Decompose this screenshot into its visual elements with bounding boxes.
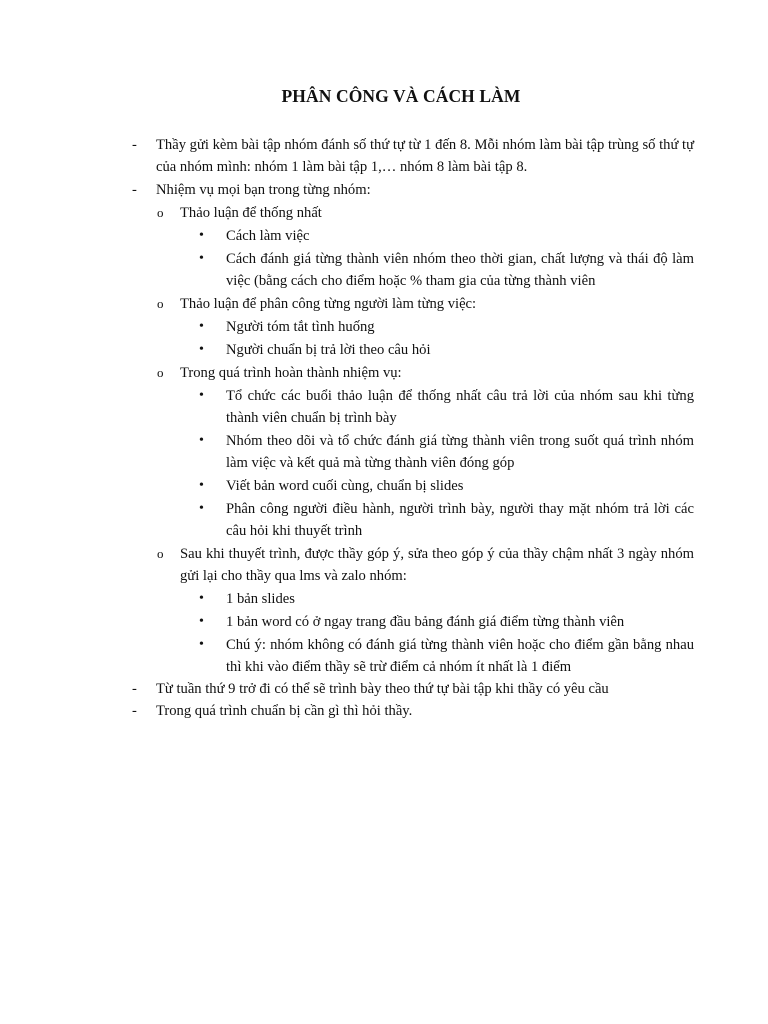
- bullet-marker: •: [199, 388, 204, 403]
- bullet-item: [0, 475, 694, 497]
- dash-marker: -: [132, 703, 137, 719]
- item-text: Sau khi thuyết trình, được thầy góp ý, sửa theo góp ý của thầy chậm nhất 3 ngày nhóm gửi lại cho thầy qua lms và zalo nhóm:: [180, 546, 694, 584]
- task-list: [0, 134, 768, 722]
- circle-marker: o: [157, 365, 164, 380]
- item-text: Phân công người điều hành, người trình bày, người thay mặt nhóm trả lời các câu hỏi khi thuyết trình: [226, 501, 694, 539]
- item-text: Nhóm theo dõi và tổ chức đánh giá từng thành viên trong suốt quá trình nhóm làm việc và kết quả mà từng thành viên đóng góp: [226, 433, 694, 471]
- bullet-item: [0, 498, 694, 542]
- item-text: Thầy gửi kèm bài tập nhóm đánh số thứ tự từ 1 đến 8. Mỗi nhóm làm bài tập trùng số thứ tự của nhóm mình: nhóm 1 làm bài tập 1,… nhóm 8 làm bài tập 8.: [156, 137, 694, 175]
- item-text: Tổ chức các buổi thảo luận để thống nhất câu trả lời của nhóm sau khi từng thành viên chuẩn bị trình bày: [226, 388, 694, 426]
- bullet-marker: •: [199, 319, 204, 334]
- bullet-item: [0, 634, 694, 678]
- bullet-marker: •: [199, 614, 204, 629]
- sub-item: [0, 202, 694, 224]
- bullet-item: [0, 385, 694, 429]
- bullet-marker: •: [199, 228, 204, 243]
- circle-marker: o: [157, 296, 164, 311]
- bullet-marker: •: [199, 251, 204, 266]
- item-text: Cách đánh giá từng thành viên nhóm theo thời gian, chất lượng và thái độ làm việc (bằng cách cho điểm hoặc % tham gia của từng thành viên: [226, 251, 694, 289]
- bullet-item: [0, 225, 694, 247]
- list-item: [0, 700, 694, 722]
- list-item: [0, 678, 694, 700]
- sub-item: [0, 362, 694, 384]
- item-text: Từ tuần thứ 9 trở đi có thể sẽ trình bày theo thứ tự bài tập khi thầy có yêu cầu: [156, 681, 609, 697]
- list-item: [0, 134, 694, 178]
- item-text: Chú ý: nhóm không có đánh giá từng thành viên hoặc cho điểm gần bằng nhau thì khi vào điểm thầy sẽ trừ điểm cả nhóm ít nhất là 1 điểm: [226, 637, 694, 675]
- item-text: 1 bản word có ở ngay trang đầu bảng đánh giá điểm từng thành viên: [226, 614, 625, 630]
- bullet-marker: •: [199, 501, 204, 516]
- sub-item: [0, 293, 694, 315]
- bullet-item: [0, 588, 694, 610]
- sub-item: [0, 543, 694, 587]
- list-item: [0, 179, 694, 201]
- dash-marker: -: [132, 182, 137, 198]
- bullet-item: [0, 339, 694, 361]
- bullet-item: [0, 316, 694, 338]
- circle-marker: o: [157, 546, 164, 561]
- bullet-item: [0, 611, 694, 633]
- item-text: Viết bản word cuối cùng, chuẩn bị slides: [226, 478, 464, 494]
- item-text: Người chuẩn bị trả lời theo câu hỏi: [226, 342, 431, 358]
- bullet-marker: •: [199, 342, 204, 357]
- bullet-item: [0, 430, 694, 474]
- item-text: Trong quá trình hoàn thành nhiệm vụ:: [180, 365, 402, 381]
- circle-marker: o: [157, 205, 164, 220]
- item-text: Nhiệm vụ mọi bạn trong từng nhóm:: [156, 182, 371, 198]
- item-text: 1 bản slides: [226, 591, 295, 607]
- dash-marker: -: [132, 137, 137, 153]
- bullet-marker: •: [199, 478, 204, 493]
- bullet-marker: •: [199, 591, 204, 606]
- bullet-item: [0, 248, 694, 292]
- item-text: Trong quá trình chuẩn bị cần gì thì hỏi thầy.: [156, 703, 413, 719]
- item-text: Thảo luận để phân công từng người làm từng việc:: [180, 296, 477, 312]
- page-title: PHÂN CÔNG VÀ CÁCH LÀM: [281, 86, 521, 106]
- bullet-marker: •: [199, 433, 204, 448]
- item-text: Người tóm tắt tình huống: [226, 319, 375, 335]
- bullet-marker: •: [199, 637, 204, 652]
- dash-marker: -: [132, 681, 137, 697]
- item-text: Thảo luận để thống nhất: [180, 205, 322, 221]
- item-text: Cách làm việc: [226, 228, 310, 244]
